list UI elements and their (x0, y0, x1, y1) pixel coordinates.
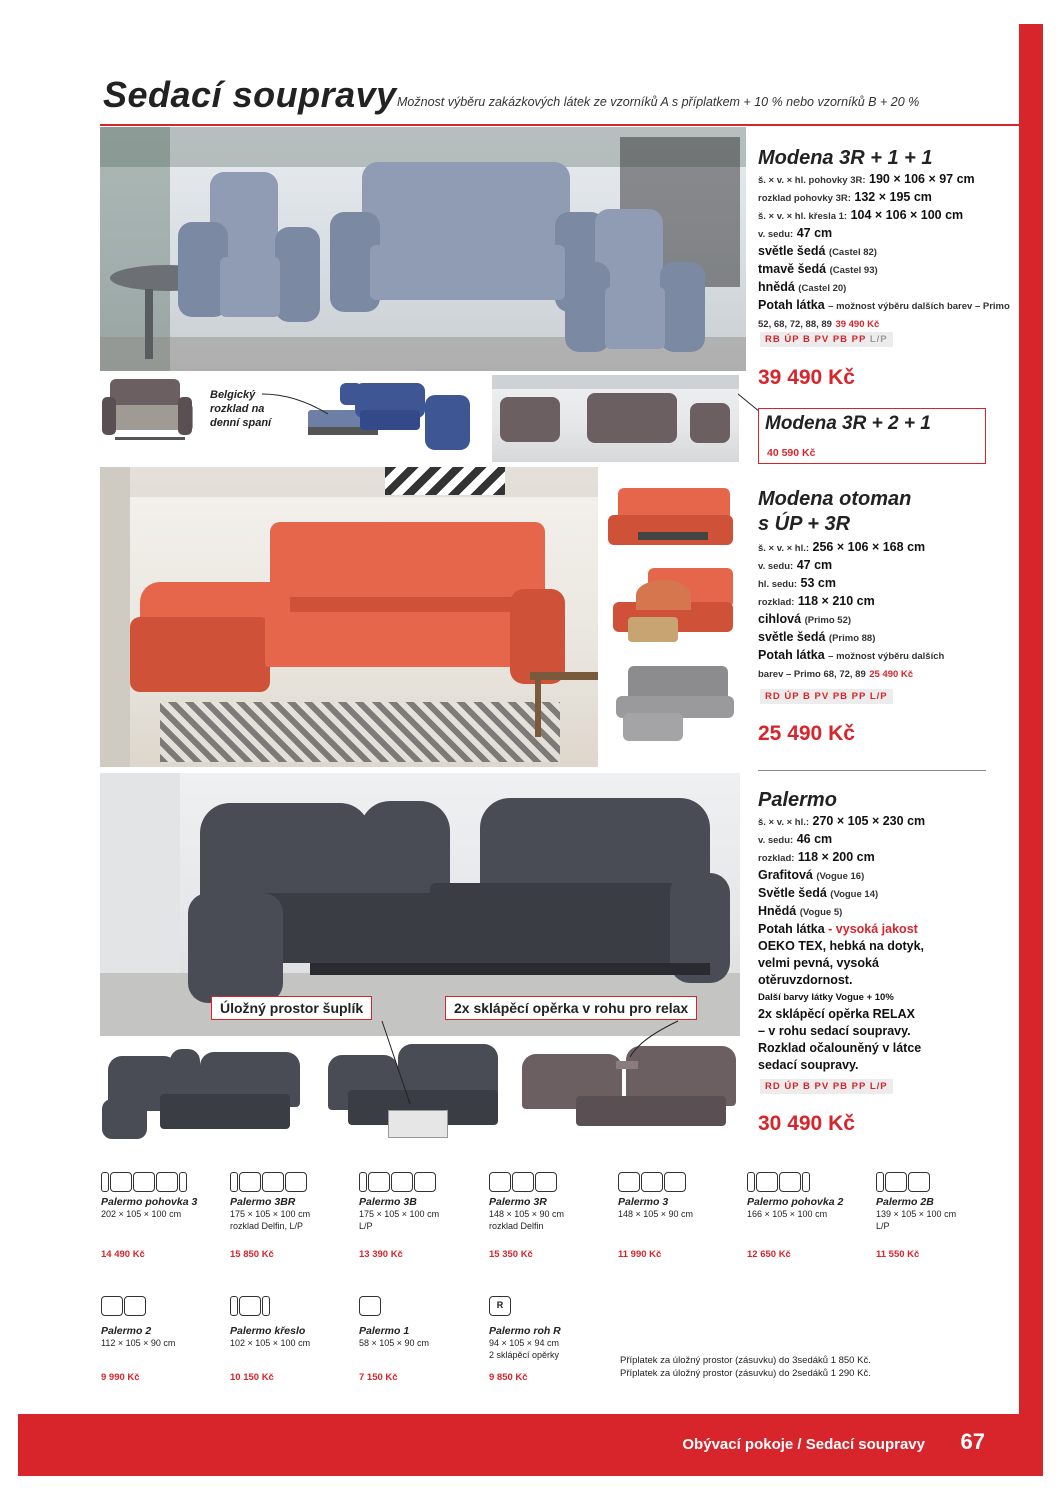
spec-line: rozklad: 118 × 210 cm (758, 594, 875, 608)
variant-dimensions: 148 × 105 × 90 cm (489, 1209, 565, 1219)
variant-dimensions: 202 × 105 × 100 cm (101, 1209, 182, 1219)
variant-name: Palermo křeslo (230, 1325, 306, 1337)
variant-name: Palermo 3BR (230, 1196, 296, 1208)
variant-card (101, 1172, 226, 1260)
variant-price: 13 390 Kč (359, 1249, 403, 1260)
seat-config-icon (101, 1172, 226, 1192)
variant-dimensions: 148 × 105 × 90 cm (618, 1209, 694, 1219)
variant-dimensions: L/P (359, 1221, 373, 1231)
variant-dimensions: 94 × 105 × 94 cm (489, 1338, 560, 1348)
variant-price: 9 850 Kč (489, 1372, 528, 1383)
seat-config-icon (618, 1172, 743, 1192)
seat-config-icon (101, 1296, 226, 1316)
storage-drawer-label: Úložný prostor šuplík (211, 996, 372, 1020)
variant-price: 9 990 Kč (101, 1372, 140, 1383)
color-option: Hnědá (Vogue 5) (758, 904, 843, 918)
variant-card (230, 1296, 355, 1383)
variant-name: Palermo 2 (101, 1325, 152, 1337)
variant-dimensions: 102 × 105 × 100 cm (230, 1338, 311, 1348)
variant-card (618, 1172, 743, 1260)
palermo-name: Palermo (758, 789, 837, 811)
spec-line: š. × v. × hl.: 256 × 106 × 168 cm (758, 540, 926, 554)
modena-name: Modena 3R + 1 + 1 (758, 147, 933, 169)
otoman-name: Modena otoman s ÚP + 3R (758, 488, 912, 535)
variant-name: Palermo 3B (359, 1196, 417, 1208)
variant-dimensions: L/P (876, 1221, 890, 1231)
otoman-info (758, 487, 1008, 683)
pointer-line (380, 1019, 420, 1109)
variant-price: 14 490 Kč (101, 1249, 145, 1260)
footer-section-label: Obývací pokoje / Sedací soupravy (682, 1436, 925, 1453)
variant-dimensions: 166 × 105 × 100 cm (747, 1209, 828, 1219)
pointer-line (260, 390, 330, 420)
relax-line: Rozklad očalouněný v látce (758, 1041, 922, 1055)
variant-price: 15 350 Kč (489, 1249, 533, 1260)
otoman-storage-photo (608, 562, 738, 657)
relax-headrest-label: 2x sklápěcí opěrka v rohu pro relax (445, 996, 697, 1020)
variant-dimensions: 175 × 105 × 100 cm (359, 1209, 440, 1219)
spec-line: rozklad pohovky 3R: 132 × 195 cm (758, 190, 932, 204)
spec-line: š. × v. × hl. pohovky 3R: 190 × 106 × 97 cm (758, 172, 975, 186)
variant-name: Palermo 1 (359, 1325, 410, 1337)
modena-variant-name: Modena 3R + 2 + 1 (765, 413, 931, 434)
modena-grey-set-photo (492, 375, 739, 462)
spec-line: v. sedu: 47 cm (758, 558, 833, 572)
variant-price: 11 990 Kč (618, 1249, 662, 1260)
variant-name: Palermo 2B (876, 1196, 934, 1208)
variant-name: Palermo pohovka 3 (101, 1196, 198, 1208)
modena-price: 39 490 Kč (758, 366, 855, 389)
spec-line: hl. sedu: 53 cm (758, 576, 836, 590)
variant-dimensions: 112 × 105 × 90 cm (101, 1338, 176, 1348)
variant-price: 15 850 Kč (230, 1249, 274, 1260)
fabric-line: otěruvzdornost. (758, 973, 853, 987)
variant-name: Palermo 3 (618, 1196, 669, 1208)
belgicky-label: Belgický rozklad na denní spaní (210, 389, 272, 429)
variant-dimensions: rozklad Delfin, L/P (230, 1221, 304, 1231)
seat-config-icon (876, 1172, 1001, 1192)
page-edge-bar (1019, 24, 1043, 1476)
otoman-feature-codes: RD ÚP B PV PB PP L/P (760, 689, 893, 704)
section-divider (758, 770, 986, 771)
variant-card (230, 1172, 355, 1260)
color-option: světle šedá (Castel 82) (758, 244, 877, 258)
fabric-line: Potah látka – možnost výběru dalších (758, 648, 945, 662)
fabric-line: Potah látka - vysoká jakost (758, 922, 918, 936)
variant-price: 10 150 Kč (230, 1372, 274, 1383)
palermo-grey-photo (100, 1044, 310, 1144)
otoman-main-photo (100, 467, 598, 767)
variant-card (489, 1296, 614, 1383)
otoman-grey-photo (608, 658, 738, 753)
fabric-line: barev – Primo 68, 72, 89 25 490 Kč (758, 669, 914, 680)
relax-line: 2x sklápěcí opěrka RELAX (758, 1007, 916, 1021)
surcharge-line: Příplatek za úložný prostor (zásuvku) do 2sedáků 1 290 Kč. (620, 1368, 871, 1379)
fabric-line: velmi pevná, vysoká (758, 956, 879, 970)
page-number: 67 (960, 1429, 985, 1454)
variant-dimensions: 2 sklápěcí opěrky (489, 1350, 560, 1360)
color-option: cihlová (Primo 52) (758, 612, 852, 626)
color-option: světle šedá (Primo 88) (758, 630, 876, 644)
color-option: tmavě šedá (Castel 93) (758, 262, 878, 276)
storage-surcharge-note (620, 1354, 871, 1380)
variant-price: 7 150 Kč (359, 1372, 398, 1383)
modena-info (758, 146, 1018, 333)
color-option: hnědá (Castel 20) (758, 280, 847, 294)
variant-card (876, 1172, 1001, 1260)
palermo-info (758, 788, 1010, 1074)
variant-price: 11 550 Kč (876, 1249, 920, 1260)
modena-variant-box (758, 408, 986, 464)
palermo-feature-codes: RD ÚP B PV PB PP L/P (760, 1079, 893, 1094)
modena-main-photo (100, 127, 746, 371)
seat-config-icon (359, 1296, 484, 1316)
variant-name: Palermo roh R (489, 1325, 561, 1337)
header-divider (100, 124, 1020, 126)
spec-line: v. sedu: 47 cm (758, 226, 833, 240)
variant-card (101, 1296, 226, 1383)
relax-line: sedací soupravy. (758, 1058, 859, 1072)
variant-card (359, 1172, 484, 1260)
variant-card (489, 1172, 614, 1260)
spec-line: rozklad: 118 × 200 cm (758, 850, 875, 864)
modena-feature-codes: RB ÚP B PV PB PP L/P (760, 332, 893, 347)
extra-colors: Další barvy látky Vogue + 10% (758, 992, 894, 1003)
variant-name: Palermo pohovka 2 (747, 1196, 844, 1208)
variant-name: Palermo 3R (489, 1196, 547, 1208)
fabric-line: Potah látka – možnost výběru dalších barev – Primo 52, 68, 72, 88, 89 39 490 Kč (758, 298, 1010, 330)
spec-line: š. × v. × hl.: 270 × 105 × 230 cm (758, 814, 926, 828)
palermo-price: 30 490 Kč (758, 1112, 855, 1135)
page-title: Sedací soupravy (103, 74, 397, 115)
variant-dimensions: rozklad Delfin (489, 1221, 544, 1231)
variant-dimensions: 139 × 105 × 100 cm (876, 1209, 957, 1219)
modena-sleeper-photo (100, 375, 198, 455)
seat-config-icon (359, 1172, 484, 1192)
variant-card (747, 1172, 872, 1260)
corner-seat-icon: R (489, 1296, 614, 1316)
variant-card (359, 1296, 484, 1383)
relax-line: – v rohu sedací soupravy. (758, 1024, 911, 1038)
footer-bar (18, 1414, 1043, 1476)
seat-config-icon (489, 1172, 614, 1192)
color-option: Světle šedá (Vogue 14) (758, 886, 879, 900)
variant-dimensions: 175 × 105 × 100 cm (230, 1209, 311, 1219)
pointer-line (600, 1019, 680, 1059)
color-option: Grafitová (Vogue 16) (758, 868, 865, 882)
fabric-surcharge-note: Možnost výběru zakázkových látek ze vzorníků A s příplatkem + 10 % nebo vzorníků B + 20 % (397, 95, 920, 109)
variant-price: 12 650 Kč (747, 1249, 791, 1260)
seat-config-icon (747, 1172, 872, 1192)
spec-line: š. × v. × hl. křesla 1: 104 × 106 × 100 cm (758, 208, 964, 222)
otoman-price: 25 490 Kč (758, 722, 855, 745)
spec-line: v. sedu: 46 cm (758, 832, 833, 846)
surcharge-line: Příplatek za úložný prostor (zásuvku) do 3sedáků 1 850 Kč. (620, 1355, 871, 1366)
variant-dimensions: 58 × 105 × 90 cm (359, 1338, 430, 1348)
modena-variant-price: 40 590 Kč (767, 447, 816, 459)
seat-config-icon (230, 1172, 355, 1192)
fabric-line: OEKO TEX, hebká na dotyk, (758, 939, 925, 953)
seat-config-icon (230, 1296, 355, 1316)
otoman-open-photo (608, 480, 738, 560)
